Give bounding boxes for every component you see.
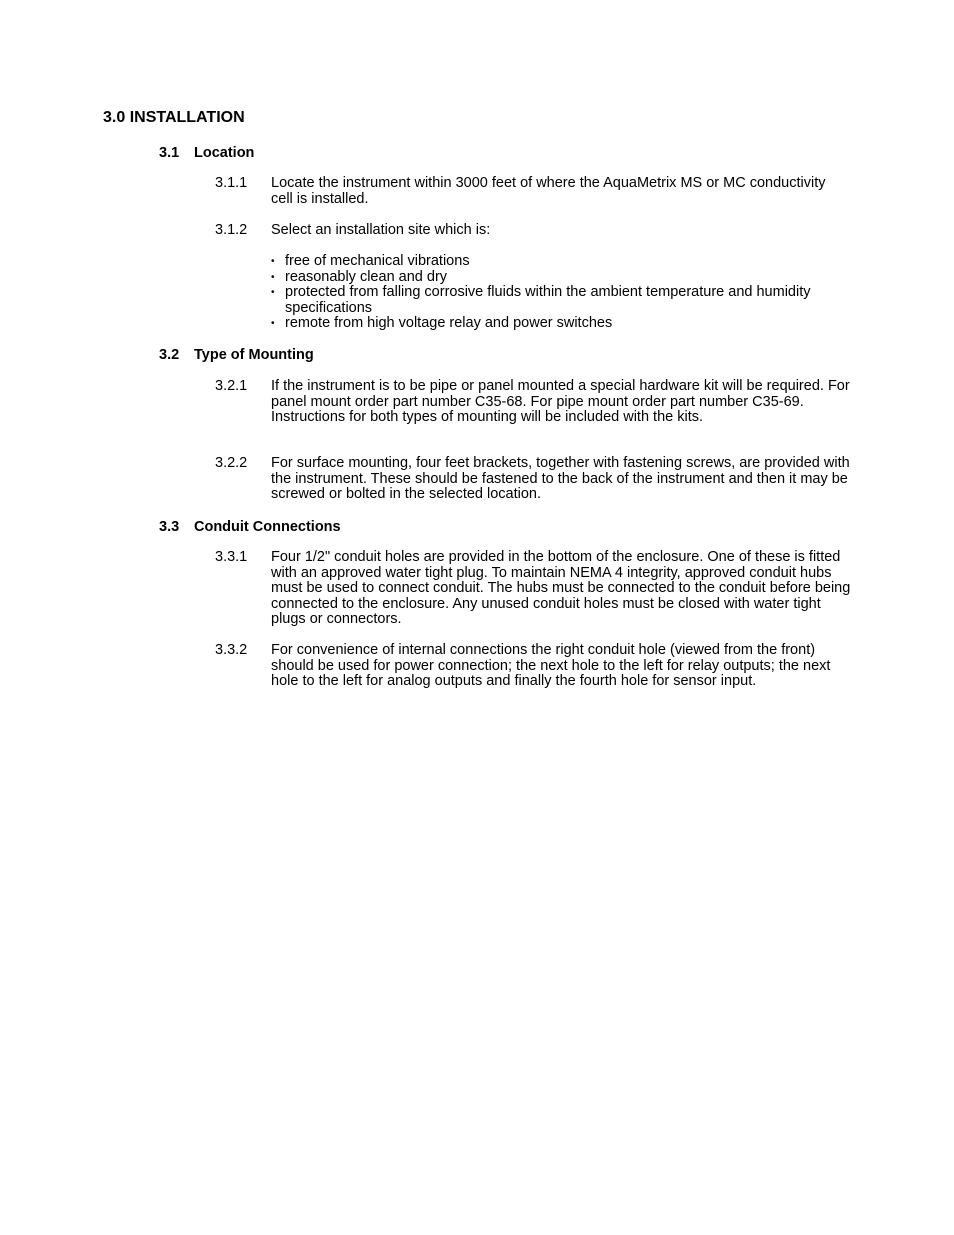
- paragraph-number: 3.2.1: [215, 378, 248, 394]
- section-title: Type of Mounting: [194, 347, 314, 363]
- section-heading-conduit-connections: [159, 518, 341, 536]
- paragraph-text: Locate the instrument within 3000 feet of where the AquaMetrix MS or MC conductivity cell is installed.: [271, 175, 826, 207]
- section-number: 3.2: [159, 347, 180, 363]
- paragraph-number: 3.2.2: [215, 455, 248, 471]
- section-number: 3.3: [159, 519, 180, 535]
- site-requirements-list: [271, 254, 856, 332]
- paragraph-text: For surface mounting, four feet brackets, together with fastening screws, are provided with the instrument. These should be fastened to the back of the instrument and then it may be screwed or bolted in the selected location.: [271, 455, 850, 502]
- paragraph-3-3-2: [215, 643, 855, 690]
- section-title: Conduit Connections: [194, 519, 341, 535]
- paragraph-text: Select an installation site which is:: [271, 222, 491, 238]
- paragraph-text: For convenience of internal connections the right conduit hole (viewed from the front) should be used for power connection; the next hole to the left for relay outputs; the next hole to the left for analog outputs and finally the fourth hole for sensor input.: [271, 642, 831, 689]
- section-heading-location: [159, 144, 254, 162]
- paragraph-3-1-2: [215, 223, 855, 239]
- paragraph-text: If the instrument is to be pipe or panel mounted a special hardware kit will be required. For panel mount order part number C35-68. For pipe mount order part number C35-69. Instructions for both types of mounting will be included with the kits.: [271, 378, 850, 425]
- paragraph-number: 3.3.1: [215, 549, 248, 565]
- paragraph-number: 3.3.2: [215, 642, 248, 658]
- paragraph-3-1-1: [215, 176, 855, 207]
- list-item: • free of mechanical vibrations: [271, 254, 856, 270]
- paragraph-text: Four 1/2" conduit holes are provided in the bottom of the enclosure. One of these is fitted with an approved water tight plug. To maintain NEMA 4 integrity, approved conduit hubs must be used to connect conduit. The hubs must be connected to the conduit before being connected to the enclosure. Any unused conduit holes must be closed with water tight plugs or connectors.: [271, 549, 851, 627]
- paragraph-3-2-1: [215, 379, 855, 426]
- section-title: Location: [194, 145, 255, 161]
- paragraph-number: 3.1.2: [215, 222, 248, 238]
- list-item: • reasonably clean and dry: [271, 270, 856, 286]
- page-title: 3.0 INSTALLATION: [103, 109, 245, 126]
- section-number: 3.1: [159, 145, 180, 161]
- section-heading-type-of-mounting: [159, 346, 314, 364]
- paragraph-number: 3.1.1: [215, 175, 248, 191]
- list-item: • remote from high voltage relay and power switches: [271, 316, 856, 332]
- paragraph-3-2-2: [215, 456, 855, 503]
- list-item: • protected from falling corrosive fluids within the ambient temperature and humidity specifications: [271, 285, 856, 316]
- paragraph-3-3-1: [215, 550, 855, 628]
